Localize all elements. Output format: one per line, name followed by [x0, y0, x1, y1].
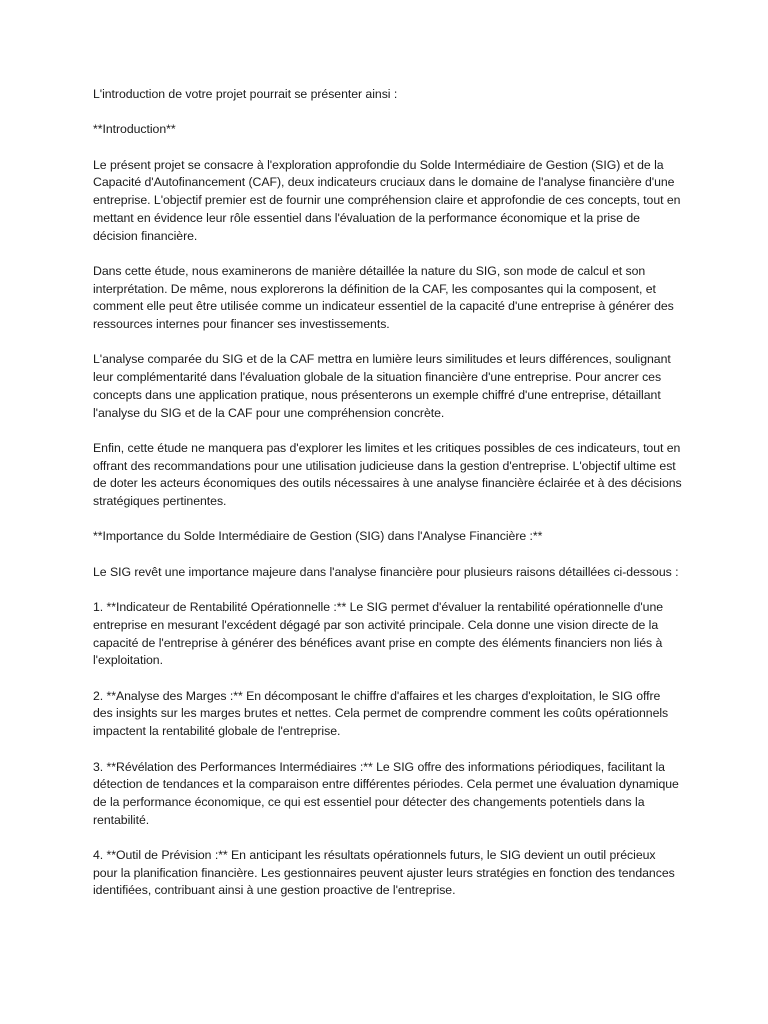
importance-heading: **Importance du Solde Intermédiaire de Gestion (SIG) dans l'Analyse Financière :** — [93, 529, 543, 544]
introduction-heading: **Introduction** — [93, 122, 176, 137]
list-item-3: 3. **Révélation des Performances Intermédiaires :** Le SIG offre des informations périodiques, facilitant la détection de tendances et la comparaison entre différentes périodes. Cela permet une évaluation dynamique de la performance économique, ce qui est essentiel pour détecter des changements potentiels dans la rentabilité. — [93, 759, 679, 827]
paragraph-2: Dans cette étude, nous examinerons de manière détaillée la nature du SIG, son mode de calcul et son interprétation. De même, nous explorerons la définition de la CAF, les composantes qui la composent, et comment elle peut être utilisée comme un indicateur essentiel de la capacité d'une entreprise à générer des ressources internes pour financer ses investissements. — [93, 263, 674, 332]
document-body — [93, 86, 683, 918]
paragraph-4: Enfin, cette étude ne manquera pas d'explorer les limites et les critiques possibles de ces indicateurs, tout en offrant des recommandations pour une utilisation judicieuse dans la gestion d'entreprise. L'objectif ultime est de doter les acteurs économiques des outils nécessaires à une analyse financière éclairée et à des décisions stratégiques pertinentes. — [93, 440, 682, 509]
intro-line: L'introduction de votre projet pourrait se présenter ainsi : — [93, 87, 398, 101]
paragraph-1: Le présent projet se consacre à l'exploration approfondie du Solde Intermédiaire de Gestion (SIG) et de la Capacité d'Autofinancement (CAF), deux indicateurs cruciaux dans le domaine de l'analyse financière d'une entreprise. L'objectif premier est de fournir une compréhension claire et approfondie de ces concepts, tout en mettant en évidence leur rôle essentiel dans l'évaluation de la performance économique et la prise de décision financière. — [93, 157, 681, 243]
paragraph-3: L'analyse comparée du SIG et de la CAF mettra en lumière leurs similitudes et leurs différences, soulignant leur complémentarité dans l'évaluation globale de la situation financière d'une entreprise. Pour ancrer ces concepts dans une application pratique, nous présenterons un exemple chiffré d'une entreprise, détaillant l'analyse du SIG et de la CAF pour une compréhension concrète. — [93, 352, 671, 420]
list-item-1: 1. **Indicateur de Rentabilité Opérationnelle :** Le SIG permet d'évaluer la rentabilité opérationnelle d'une entreprise en mesurant l'excédent dégagé par son activité principale. Cela donne une vision directe de la capacité de l'entreprise à générer des bénéfices avant prise en compte des éléments financiers non liés à l'exploitation. — [93, 600, 664, 668]
list-item-2: 2. **Analyse des Marges :** En décomposant le chiffre d'affaires et les charges d'exploitation, le SIG offre des insights sur les marges brutes et nettes. Cela permet de comprendre comment les coûts opérationnels impactent la rentabilité globale de l'entreprise. — [93, 688, 669, 739]
paragraph-5: Le SIG revêt une importance majeure dans l'analyse financière pour plusieurs raisons détaillées ci-dessous : — [93, 564, 679, 579]
list-item-4: 4. **Outil de Prévision :** En anticipant les résultats opérationnels futurs, le SIG devient un outil précieux pour la planification financière. Les gestionnaires peuvent ajuster leurs stratégies en fonction des tendances identifiées, contribuant ainsi à une gestion proactive de l'entreprise. — [93, 848, 675, 898]
